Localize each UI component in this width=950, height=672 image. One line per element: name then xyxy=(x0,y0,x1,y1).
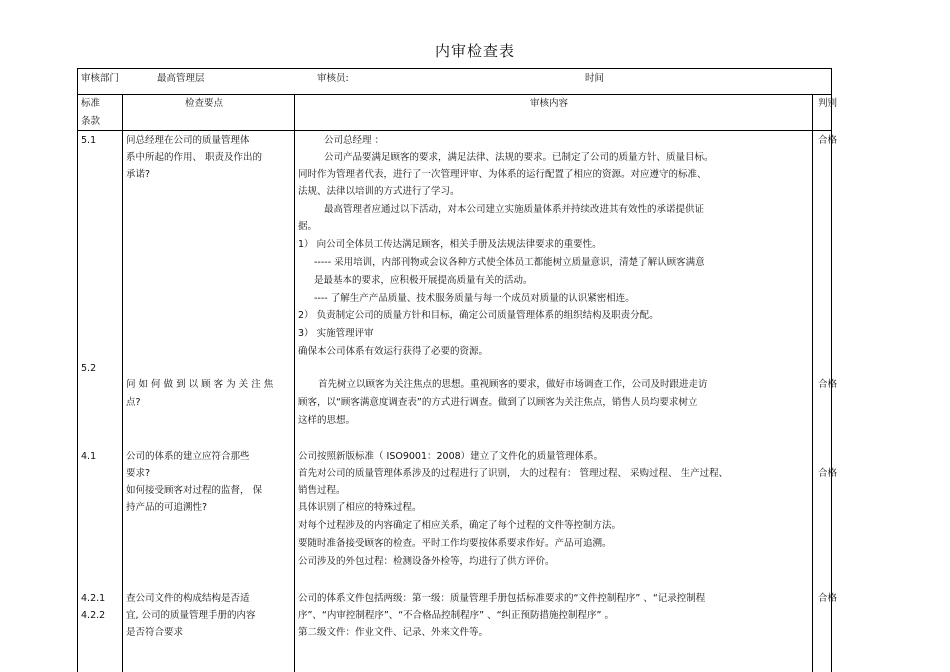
row-content-line: 同时作为管理者代表，进行了一次管理评审、为体系的运行配置了相应的资源。对应遵守的标准、 xyxy=(298,169,707,180)
row-point-line: 承诺? xyxy=(126,169,151,180)
column-divider xyxy=(294,94,295,672)
content-heading: 审核内容 xyxy=(530,98,569,109)
time-label: 时间 xyxy=(585,73,605,84)
row-content-line: 对每个过程涉及的内容确定了相应关系，确定了每个过程的文件等控制方法。 xyxy=(298,520,622,531)
row-content-line: 顾客，以“顾客满意度调查表”的方式进行调查。做到了以顾客为关注焦点，销售人员均要求树立 xyxy=(298,397,698,408)
clause-heading: 标准 xyxy=(81,98,101,109)
row-content-line: 这样的思想。 xyxy=(298,415,356,426)
points-heading: 检查要点 xyxy=(185,98,224,109)
column-divider xyxy=(812,94,813,672)
row-content-line: 具体识别了相应的特殊过程。 xyxy=(298,502,422,513)
row-content-line: 公司的体系文件包括两级：第一级：质量管理手册包括标准要求的“文件控制程序” 、“记录控制程 xyxy=(298,593,706,604)
row-content-line: 第二级文件：作业文件、记录、外来文件等。 xyxy=(298,627,489,638)
table-rule xyxy=(77,130,832,131)
page-title: 内审检查表 xyxy=(434,42,515,60)
dept-label: 审核部门 xyxy=(81,73,120,84)
row-judgement: 合格 xyxy=(818,593,838,604)
row-content-line: 最高管理者应通过以下活动，对本公司建立实施质量体系并持续改进其有效性的承诺提供证 xyxy=(324,204,705,215)
row-point-line: 问总经理在公司的质量管理体 xyxy=(126,135,250,146)
row-content-line: 3） 实施管理评审 xyxy=(298,328,374,339)
row-content-line: 是最基本的要求，应积极开展提高质量有关的活动。 xyxy=(314,275,533,286)
row-point-line: 公司的体系的建立应符合那些 xyxy=(126,451,250,462)
row-clause: 4.2.2 xyxy=(81,610,106,621)
row-point-line: 系中所起的作用、 职责及作出的 xyxy=(126,152,263,163)
row-judgement: 合格 xyxy=(818,379,838,390)
row-point-line: 问 如 何 做 到 以 顾 客 为 关 注 焦 xyxy=(126,379,274,390)
row-content-line: 首先对公司的质量管理体系涉及的过程进行了识别， 大的过程有： 管理过程、 采购过程、 生产过程、 xyxy=(298,468,729,479)
row-content-line: ---- 了解生产产品质量、技术服务质量与每一个成员对质量的认识紧密相连。 xyxy=(314,293,635,304)
row-content-line: 公司按照新版标准（ ISO9001：2008）建立了文件化的质量管理体系。 xyxy=(298,451,604,462)
row-point-line: 持产品的可追溯性? xyxy=(126,502,208,513)
row-point-line: 点? xyxy=(126,397,141,408)
auditor-label: 审核员: xyxy=(317,73,349,84)
row-clause: 5.2 xyxy=(81,363,97,374)
row-content-line: 要随时准备接受顾客的检查。平时工作均要按体系要求作好。产品可追溯。 xyxy=(298,538,612,549)
row-content-line: 法规、法律以培训的方式进行了学习。 xyxy=(298,186,460,197)
row-judgement: 合格 xyxy=(818,135,838,146)
row-content-line: 公司总经理 ： xyxy=(324,135,385,146)
dept-value: 最高管理层 xyxy=(157,73,205,84)
row-content-line: 1） 向公司全体员工传达满足顾客，相关手册及法规法律要求的重要性。 xyxy=(298,239,602,250)
row-point-line: 宜, 公司的质量管理手册的内容 xyxy=(126,610,256,621)
row-judgement: 合格 xyxy=(818,468,838,479)
row-content-line: 2） 负责制定公司的质量方针和目标，确定公司质量管理体系的组织结构及职责分配。 xyxy=(298,310,659,321)
clause-heading: 条款 xyxy=(81,116,101,127)
row-point-line: 是否符合要求 xyxy=(126,627,184,638)
column-divider xyxy=(122,94,123,672)
row-clause: 4.1 xyxy=(81,451,97,462)
row-content-line: 销售过程。 xyxy=(298,485,346,496)
row-content-line: 据。 xyxy=(298,221,318,232)
row-clause: 4.2.1 xyxy=(81,593,106,604)
row-content-line: 公司产品要满足顾客的要求，满足法律、法规的要求。已制定了公司的质量方针、质量目标。 xyxy=(324,152,714,163)
row-content-line: 确保本公司体系有效运行获得了必要的资源。 xyxy=(298,346,489,357)
row-clause: 5.1 xyxy=(81,135,97,146)
row-content-line: 公司涉及的外包过程：检测设备外检等，均进行了供方评价。 xyxy=(298,556,555,567)
row-content-line: ----- 采用培训，内部刊物或会议各种方式使全体员工都能树立质量意识，清楚了解认顾客满意 xyxy=(314,257,705,268)
row-content-line: 首先树立以顾客为关注焦点的思想。重视顾客的要求，做好市场调查工作，公司及时跟进走访 xyxy=(318,379,708,390)
row-point-line: 如何接受顾客对过程的监督， 保 xyxy=(126,485,263,496)
judgement-heading: 判别 xyxy=(818,98,838,109)
row-point-line: 查公司文件的构成结构是否适 xyxy=(126,593,250,604)
row-point-line: 要求? xyxy=(126,468,151,479)
row-content-line: 序”、“内审控制程序”、“不合格品控制程序” 、“纠正预防措施控制程序” 。 xyxy=(298,610,614,621)
